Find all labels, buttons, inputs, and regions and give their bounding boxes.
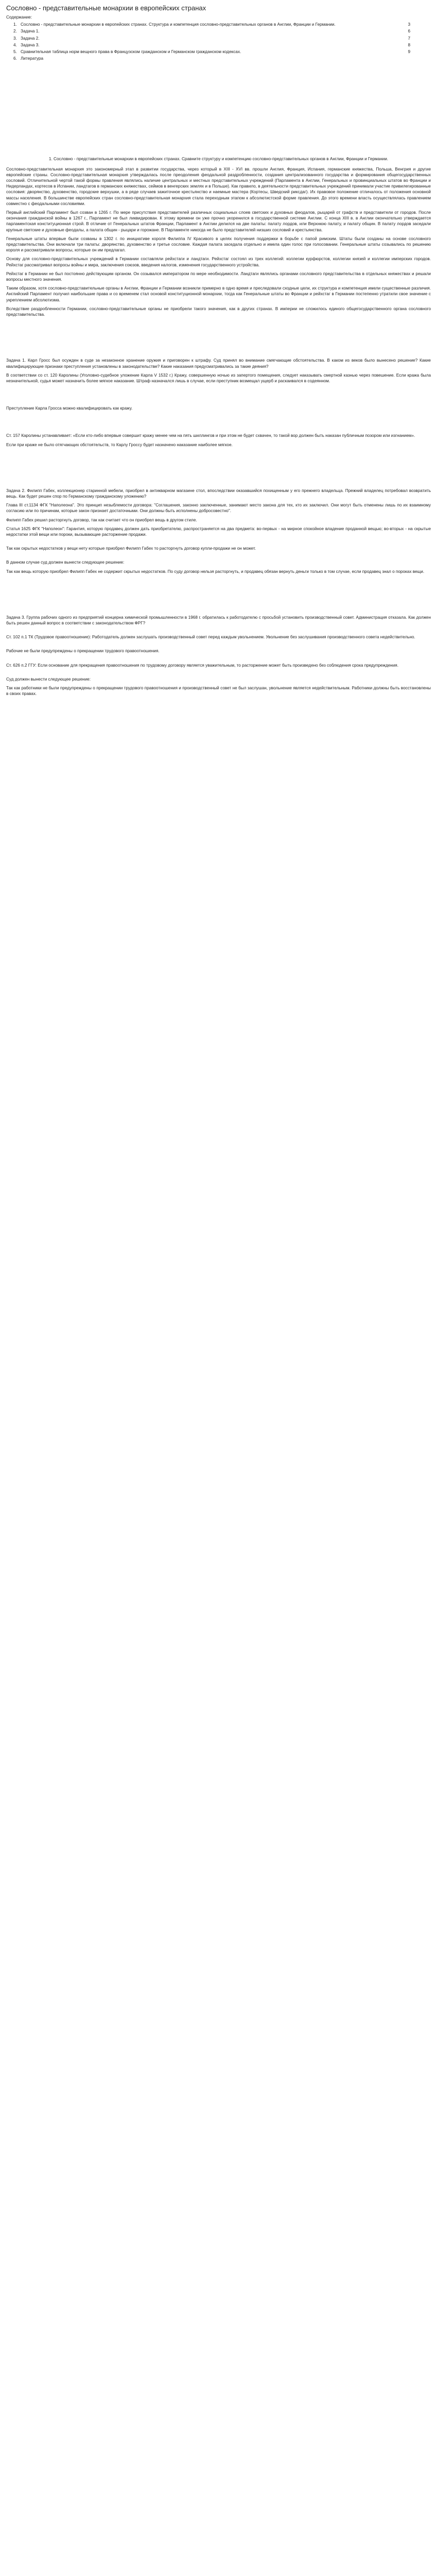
- toc-item[interactable]: [13, 42, 431, 48]
- spacer: [6, 671, 431, 676]
- paragraph: Глава III ст.1134 ФГК "Наполеона". Это принцип незыблемости договора: "Соглашения, законно заключенные, занимают место закона для тех, кто их заключил. Они могут быть отменены лишь по их взаимному согласию или по причинам, которые закон признает достаточными. Они должны быть исполнены добросовестно".: [6, 503, 431, 514]
- task-3-statement: Задача 3. Группа рабочих одного из предприятий концерна химической промышленности в 1968 г. обратилась к работодателю с просьбой установить производственный совет. Администрация отказала. Как должен быть решен данный вопрос в соответствии с законодательством ФРГ?: [6, 615, 431, 625]
- task-2-statement: Задача 2. Филипп Габех, коллекционер старинной мебели, приобрел в антикварном магазине стол, впоследствии оказавшийся похищенным у его прежнего владельца. Прежний владелец потребовал возвратить вещь. Как будет решен спор по Германскому гражданскому уложению?: [6, 488, 431, 499]
- paragraph: Генеральные штаты впервые были созваны в 1302 г. по инициативе короля Филиппа IV Красивого в целях получения поддержки в борьбе с папой римским. Штаты были созданы на основе сословного представительства. Они включали три палаты: дворянство, духовенство и третье сословие. Каждая палата заседала отдельно и имела один голос при голосовании. Генеральные штаты созывались по решению короля и рассматривали вопросы, которые он им предлагал.: [6, 236, 431, 253]
- spacer: [6, 554, 431, 560]
- paragraph: В данном случае суд должен вынести следующее решение:: [6, 560, 125, 565]
- spacer: [6, 387, 431, 405]
- paragraph: Преступление Карла Гросса можно квалифицировать как кражу.: [6, 406, 133, 411]
- toc-item-text: Сословно - представительные монархии в европейских странах. Структура и компетенция сословно-представительных органов в Англии, Франции и Германии.: [21, 22, 336, 27]
- toc-item-page: 7: [408, 36, 410, 41]
- paragraph: Так как скрытых недостатков у вещи нету которые приобрел Филипп Габех то расторгнуть договор купли-продажи не он может.: [6, 546, 256, 551]
- paragraph: Ст. 102 п.1 ТК (Трудовое правоотношение): Работодатель должен заслушать производственный совет перед каждым увольнением. Увольнение без заслушивания производственного совета недействительно.: [6, 635, 415, 640]
- paragraph: Сословно-представительная монархия это закономерный этап в развитии государства, через который в XIII - XVI вв. прошли Англия, Франция, Испания, германские княжества, Польша, Венгрия и другие европейские страны. Сословно-представительная монархия утверждалась после преодоления феодальной раздробленности, создания централизованного государства и формирования общегосударственных сословий. Отличительной чертой такой формы правления являлись наличие центральных и местных представительных учреждений (Парламента в Англии, Генеральных и провинциальных штатов во Франции и Нидерландах, кортесов в Испании, ландтагов в германских княжествах, сеймов в венгерских землях и в Польше). Как правило, в деятельности представительных учреждений принимали участие привилегированные сословия: дворянство, духовенство, городские верхушки, а в ряде случаев зажиточное крестьянство и наемные мастера (Кортесы, Шведский риксдаг). Их правовое положение отличалось от положения основной массы населения. В большинстве европейских стран сословно-представительная монархия стала переходным этапом к абсолютистской форме правления. До этого времени власть осуществлялась правлением совместно с феодальными сословиями.: [6, 166, 431, 206]
- toc-item-text: Задача 2.: [21, 36, 40, 41]
- table-of-contents: [13, 22, 431, 61]
- spacer: [6, 657, 431, 663]
- paragraph: Так как работники не были предупреждены о прекращении трудового правоотношения и производственный совет не был заслушан, увольнение является недействительным. Работники должны быть восстановлены в своих правах.: [6, 685, 431, 697]
- document-title: Сословно - представительные монархии в европейских странах: [6, 4, 206, 12]
- paragraph: Вследствие раздробленности Германии, сословно-представительные органы не приобрели такого значения, как в других странах. В империи не сложилось единого общегосударственного органа сословного представительства.: [6, 306, 431, 317]
- toc-item-text: Сравнительная таблица норм вещного права в Французском гражданском и Германском гражданском кодексах.: [21, 49, 241, 55]
- toc-item-page: 3: [408, 22, 410, 27]
- contents-label: Содержание:: [6, 15, 32, 20]
- toc-item-page: 9: [408, 49, 410, 55]
- paragraph: Так как вещь которую приобрел Филипп Габех не содержит скрытых недостатков. По суду договор нельзя расторгнуть, и продавец обязан вернуть деньги только в том случае, если продавец знал о пороках вещи.: [6, 569, 425, 574]
- toc-item[interactable]: [13, 36, 431, 41]
- toc-item-number: 2.: [13, 29, 17, 34]
- paragraph: Ст. 626 п.2 ГГУ: Если основание для прекращения правоотношения по трудовому договору является уважительным, то расторжение может быть произведено без соблюдения срока предупреждения.: [6, 663, 398, 668]
- paragraph: Суд должен вынести следующее решение:: [6, 676, 91, 682]
- paragraph: Рейхстаг в Германии не был постоянно действующим органом. Он созывался императором по мере необходимости. Ландтаги являлись органами сословного представительства в отдельных княжествах и решали вопросы местного значения.: [6, 271, 431, 282]
- spacer: [6, 451, 431, 488]
- spacer: [6, 63, 431, 141]
- toc-item[interactable]: [13, 22, 431, 27]
- toc-item-number: 6.: [13, 56, 17, 61]
- toc-item-number: 3.: [13, 36, 17, 41]
- toc-item-number: 5.: [13, 49, 17, 55]
- toc-item[interactable]: [13, 28, 431, 34]
- toc-item[interactable]: [13, 56, 431, 61]
- spacer: [6, 643, 431, 648]
- toc-item-text: Задача 3.: [21, 42, 40, 47]
- toc-item-number: 1.: [13, 22, 17, 27]
- paragraph: Таким образом, хотя сословно-представительные органы в Англии, Франции и Германии возникли примерно в одно время и преследовали сходные цели, их структура и компетенция имели существенные различия. Английский Парламент получил наибольшие права и со временем стал основой конституционной монархии, тогда как Генеральные штаты во Франции и рейхстаг в Германии постепенно утратили свое значение с укреплением абсолютизма.: [6, 286, 431, 302]
- paragraph: В соответствии со ст. 120 Каролины (Уголовно-судебное уложение Карла V 1532 г.) Кражу, совершенную ночью из запертого помещения, следует наказывать смертной казнью через повешение. Если кража была незначительной, судья может назначить более мягкое наказание. Штраф назначался лишь в случае, если преступник возмещал ущерб и раскаивался в содеянном.: [6, 372, 431, 383]
- toc-item-number: 4.: [13, 42, 17, 47]
- toc-item[interactable]: [13, 49, 431, 55]
- spacer: [6, 320, 431, 358]
- task-1-statement: Задача 1. Карл Гросс был осужден в суде за незаконное хранение оружия и приговорен к штрафу. Суд принял во внимание смягчающие обстоятельства. В каком из веков было вынесено решение? Какие квалифицирующие признаки преступления установлены в законодательстве? Какие наказания предусматривались за такие деяния?: [6, 358, 431, 369]
- paragraph: Статья 1625 ФГК "Наполеон": Гарантия, которую продавец должен дать приобретателю, распространяется на два предмета: во-первых - на мирное спокойное владение проданной вещью; во-вторых - на скрытые недостатки этой вещи или пороки, вызывающие расторжение продажи.: [6, 526, 431, 537]
- paragraph: Рабочие не были предупреждены о прекращении трудового правоотношения.: [6, 649, 160, 654]
- toc-item-page: 6: [408, 29, 410, 34]
- toc-item-text: Задача 1.: [21, 29, 40, 34]
- spacer: [6, 414, 431, 433]
- spacer: [6, 540, 431, 546]
- paragraph: Основу для сословно-представительных учреждений в Германии составляли рейхстаги и ландтаги. Рейхстаг состоял из трех коллегий: коллегии курфюрстов, коллегии князей и коллегии имперских городов. Рейхстаг рассматривал вопросы войны и мира, заключения союзов, введения налогов, изменения государственного устройства.: [6, 257, 431, 267]
- document-page: [0, 0, 436, 697]
- spacer: [6, 578, 431, 615]
- toc-item-text: Литература: [21, 56, 44, 61]
- paragraph: Ст. 157 Каролины устанавливает: «Если кто-либо впервые совершит кражу менее чем на пять шиллингов и при этом не будет схвачен, то такой вор должен быть наказан публичным позором или изгнанием».: [6, 433, 415, 438]
- paragraph: Если при краже не было отягчающих обстоятельств, то Карлу Гроссу будет назначено наказание наиболее мягкое.: [6, 442, 233, 447]
- section-heading: 1. Сословно - представительные монархии в европейских странах. Сравните структуру и компетенцию сословно-представительных органов в Англии, Франции и Германии.: [48, 157, 389, 162]
- toc-item-page: 8: [408, 42, 410, 47]
- paragraph: Филипп Габех решил расторгнуть договор, так как считает что он приобрел вещь в другом стиле.: [6, 517, 197, 522]
- spacer: [6, 629, 431, 634]
- paragraph: Первый английский Парламент был созван в 1265 г. По мере присутствия представителей различных социальных слоев светских и духовных феодалов, рыцарей от графств и представители от городов. После окончания гражданской войны в 1267 г., Парламент не был ликвидирован. К этому времени он уже прочно укоренился в государственной системе Англии. С конца XIII в. в Англии окончательно утверждается парламентская конституционная строй. В отличие от Генеральных штатов Франции, Парламент в Англии делился на две палаты: палату лордов, или Верхнюю палату, и палату общин. В палату лордов заседали крупные светские и духовные феодалы, а палата общин - рыцари и горожане. В Парламенте никогда не было представителей низших сословий и крестьянства.: [6, 210, 431, 232]
